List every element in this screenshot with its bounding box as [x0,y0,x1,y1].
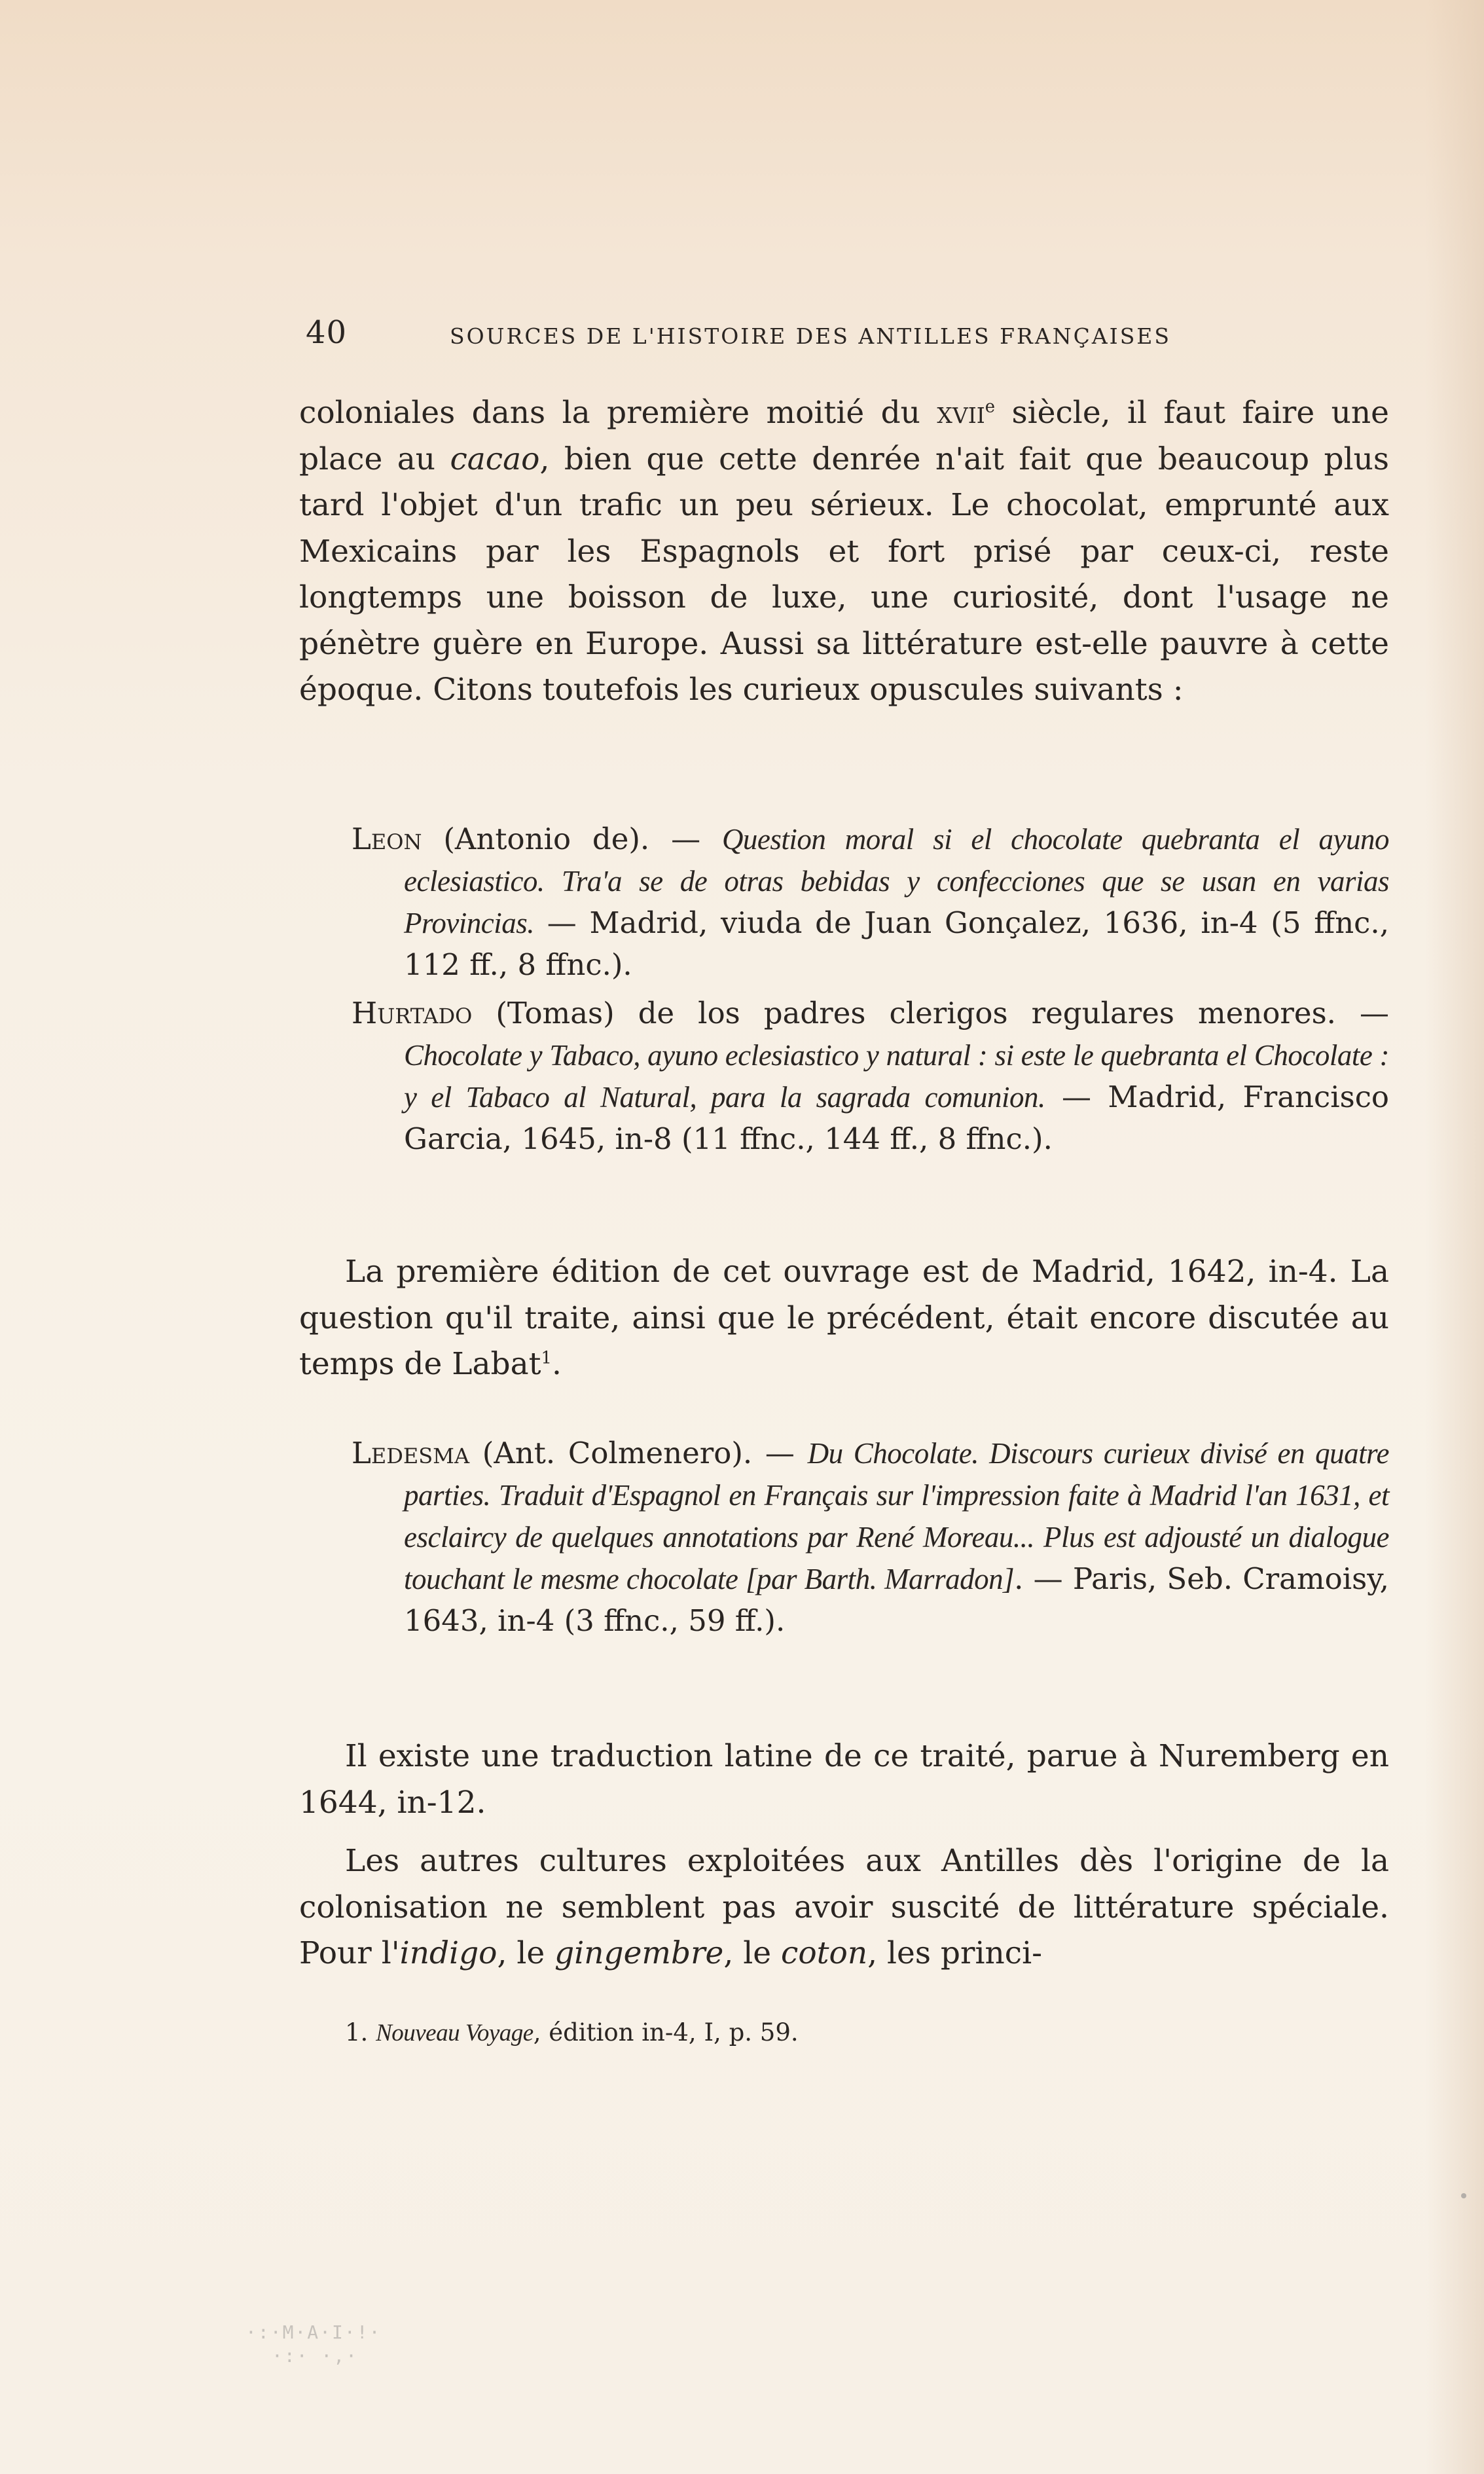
bibliography-list-2 [299,1432,1389,1642]
text-span: La première édition de cet ouvrage est de Madrid, 1642, in-4. La question qu'il traite, ainsi que le précédent, était encore discutée au temps de Labat [299,1254,1389,1382]
footnote-number: 1. [345,2018,369,2047]
italic-term: coton [781,1935,868,1971]
entry-title: Chocolate y Tabaco, ayuno eclesiastico y natural : si este le quebranta el Chocolate : y el Tabaco al Natural, para la sagrada comunion. [404,1039,1389,1114]
paragraph-other-cultures [299,1838,1389,1977]
footnote-text: , édition in-4, I, p. 59. [533,2018,799,2047]
running-title: SOURCES DE L'HISTOIRE DES ANTILLES FRANÇAISES [450,323,1172,349]
entry-author-detail: (Antonio de). — [422,822,722,856]
text-span: siècle, il faut faire une place au [299,395,1389,477]
text-span: Les autres cultures exploitées aux Antilles dès l'origine de la colonisation ne semblent pas avoir suscité de littérature spéciale. Pour l' [299,1843,1389,1971]
bibliography-list-1 [299,818,1389,1160]
text-span: coloniales dans la première moitié du [299,395,937,431]
text-span: , le [497,1935,555,1971]
footnote-reference[interactable]: 1 [541,1348,552,1368]
bibliography-entry-leon [299,818,1389,986]
entry-imprint: — Madrid, Francisco Garcia, 1645, in-8 (11 ffnc., 144 ff., 8 ffnc.). [404,1080,1389,1156]
text-span: . [551,1346,562,1382]
century-superscript: e [985,397,996,417]
century-numeral: xvii [937,395,985,431]
entry-author: Leon [352,822,422,856]
page-number: 40 [306,314,348,351]
page-edge-shadow [1425,0,1484,2474]
footnote-title: Nouveau Voyage [376,2020,534,2047]
bibliography-entry-hurtado [299,992,1389,1160]
entry-imprint: . — Paris, Seb. Cramoisy, 1643, in-4 (3 ffnc., 59 ff.). [404,1561,1389,1638]
entry-title: Question moral si el chocolate quebranta el ayuno eclesiastico. Tra'a se de otras bebidas y confecciones que se usan en varias Provincias. [404,823,1389,939]
paragraph-first-edition [299,1249,1389,1388]
paragraph-cacao-intro [299,390,1389,714]
entry-author-detail: (Ant. Colmenero). — [469,1436,808,1470]
paper-speck [1461,2193,1466,2198]
text-span: , les princi- [867,1935,1043,1971]
entry-title: Du Chocolate. Discours curieux divisé en quatre parties. Traduit d'Espagnol en Français sur l'impression faite à Madrid l'an 1631, et esclaircy de quelques annotations par René Moreau... Plus est adjousté un dialogue touchant le mesme chocolate [404,1437,1389,1595]
library-stamp [245,2321,403,2373]
text-span: , le [723,1935,782,1971]
entry-author: Hurtado [352,996,473,1030]
stamp-line: ·:·M·A·I·!· [245,2321,382,2343]
running-head [299,314,1392,354]
entry-imprint: — Madrid, viuda de Juan Gonçalez, 1636, in-4 (5 ffnc., 112 ff., 8 ffnc.). [404,905,1389,982]
entry-bracket-note: [par Barth. Marradon] [738,1563,1015,1595]
italic-term: gingembre [554,1935,724,1971]
paragraph-latin-translation [299,1734,1389,1826]
italic-term: indigo [399,1935,498,1971]
italic-term: cacao [450,441,540,477]
entry-author-detail: (Tomas) de los padres clerigos regulares menores. — [472,996,1389,1030]
stamp-line: ·:· ·,· [272,2345,359,2367]
footnote [299,2016,1389,2050]
bibliography-entry-ledesma [299,1432,1389,1642]
entry-author: Ledesma [352,1436,470,1470]
text-span: , bien que cette denrée n'ait fait que beaucoup plus tard l'objet d'un trafic un peu sérieux. Le chocolat, emprunté aux Mexicains par les Espagnols et fort prisé par ceux-ci, reste longtemps une boisson de luxe, une curiosité, dont l'usage ne pénètre guère en Europe. Aussi sa littérature est-elle pauvre à cette époque. Citons toutefois les curieux opuscules suivants : [299,441,1390,708]
text-span: Il existe une traduction latine de ce traité, parue à Nuremberg en 1644, in-12. [299,1738,1389,1821]
